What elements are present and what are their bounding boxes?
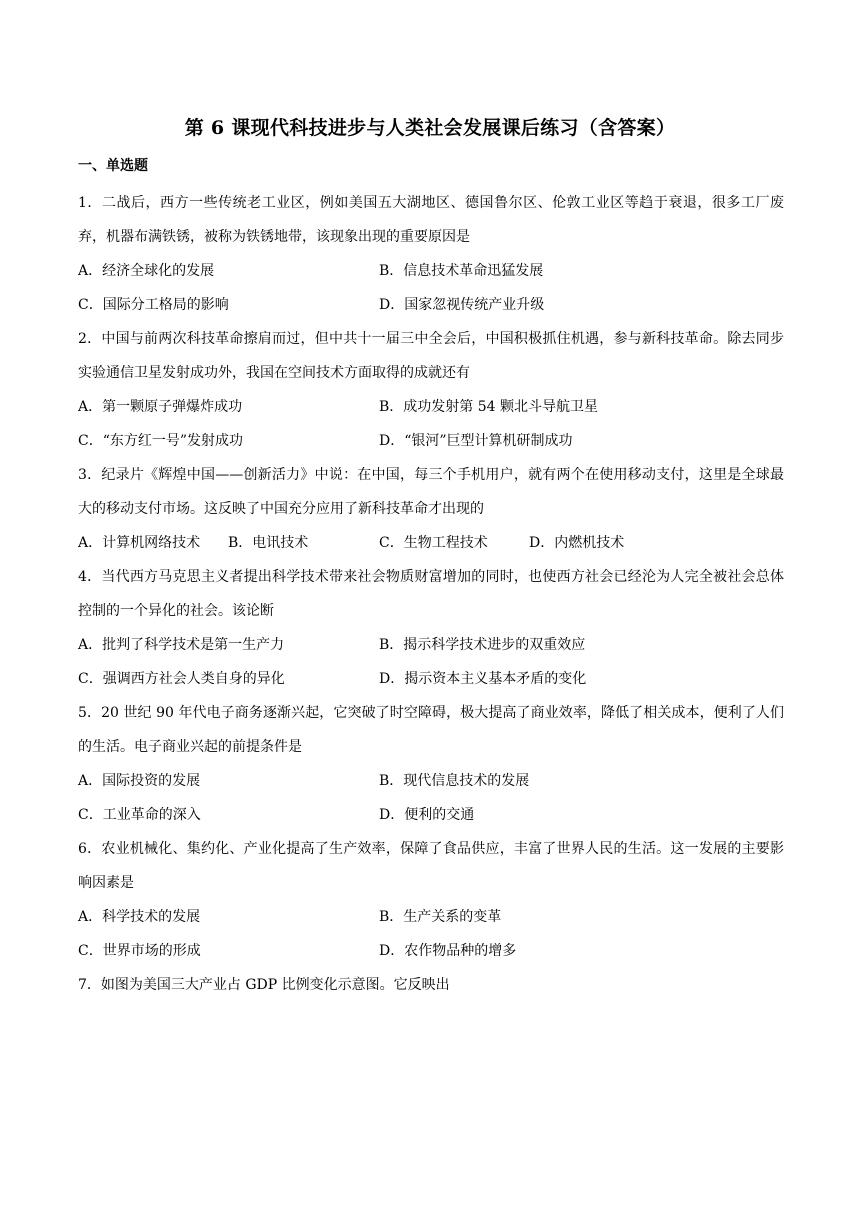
question-stem: 2．中国与前两次科技革命擦肩而过，但中共十一届三中全会后，中国积极抓住机遇，参与新科技革命。除去同步实验通信卫星发射成功外，我国在空间技术方面取得的成就还有: [78, 331, 784, 381]
option-a: A．计算机网络技术: [78, 535, 201, 551]
option-c: C．生物工程技术: [379, 535, 488, 551]
option-c: C．强调西方社会人类自身的异化: [78, 671, 285, 687]
option-list: [78, 900, 784, 968]
option-list: [78, 390, 784, 458]
option-d: D．“银河”巨型计算机研制成功: [379, 433, 573, 449]
option-c: C．工业革命的深入: [78, 807, 201, 823]
question-list: [78, 186, 784, 1002]
option-a: A．第一颗原子弹爆炸成功: [78, 399, 243, 415]
option-c: C．世界市场的形成: [78, 943, 201, 959]
document-title: 第 6 课现代科技进步与人类社会发展课后练习（含答案）: [184, 117, 676, 139]
question-6: [78, 832, 784, 968]
option-a: A．科学技术的发展: [78, 909, 201, 925]
option-a: A．批判了科学技术是第一生产力: [78, 637, 285, 653]
question-stem: 3．纪录片《辉煌中国——创新活力》中说：在中国，每三个手机用户，就有两个在使用移动支付，这里是全球最大的移动支付市场。这反映了中国充分应用了新科技革命才出现的: [78, 467, 784, 517]
option-a: A．国际投资的发展: [78, 773, 201, 789]
option-b: B．生产关系的变革: [379, 909, 502, 925]
option-a: A．经济全球化的发展: [78, 263, 215, 279]
question-stem: 1．二战后，西方一些传统老工业区，例如美国五大湖地区、德国鲁尔区、伦敦工业区等趋于衰退，很多工厂废弃，机器布满铁锈，被称为铁锈地带，该现象出现的重要原因是: [78, 195, 784, 245]
option-d: D．国家忽视传统产业升级: [379, 297, 545, 313]
option-b: B．揭示科学技术进步的双重效应: [379, 637, 586, 653]
question-stem: 4．当代西方马克思主义者提出科学技术带来社会物质财富增加的同时，也使西方社会已经沦为人完全被社会总体控制的一个异化的社会。该论断: [78, 569, 784, 619]
question-stem: 7．如图为美国三大产业占 GDP 比例变化示意图。它反映出: [78, 977, 450, 993]
question-3: [78, 458, 784, 560]
option-d: D．揭示资本主义基本矛盾的变化: [379, 671, 587, 687]
option-b: B．信息技术革命迅猛发展: [379, 263, 544, 279]
option-b: B．成功发射第 54 颗北斗导航卫星: [379, 399, 599, 415]
option-list: [78, 764, 784, 832]
question-2: [78, 322, 784, 458]
option-list: [78, 254, 784, 322]
option-d: D．农作物品种的增多: [379, 943, 517, 959]
question-stem: 6．农业机械化、集约化、产业化提高了生产效率，保障了食品供应，丰富了世界人民的生活。这一发展的主要影响因素是: [78, 841, 784, 891]
option-d: D．内燃机技术: [529, 535, 625, 551]
option-b: B．现代信息技术的发展: [379, 773, 530, 789]
question-5: [78, 696, 784, 832]
question-7: [78, 968, 784, 1002]
option-b: B．电讯技术: [228, 535, 309, 551]
question-1: [78, 186, 784, 322]
option-d: D．便利的交通: [379, 807, 475, 823]
question-4: [78, 560, 784, 696]
option-c: C．“东方红一号”发射成功: [78, 433, 244, 449]
option-list: [78, 526, 784, 560]
question-stem: 5．20 世纪 90 年代电子商务逐渐兴起，它突破了时空障碍，极大提高了商业效率，降低了相关成本，便利了人们的生活。电子商业兴起的前提条件是: [78, 705, 784, 755]
option-list: [78, 628, 784, 696]
option-c: C．国际分工格局的影响: [78, 297, 229, 313]
section-heading: 一、单选题: [78, 158, 148, 174]
